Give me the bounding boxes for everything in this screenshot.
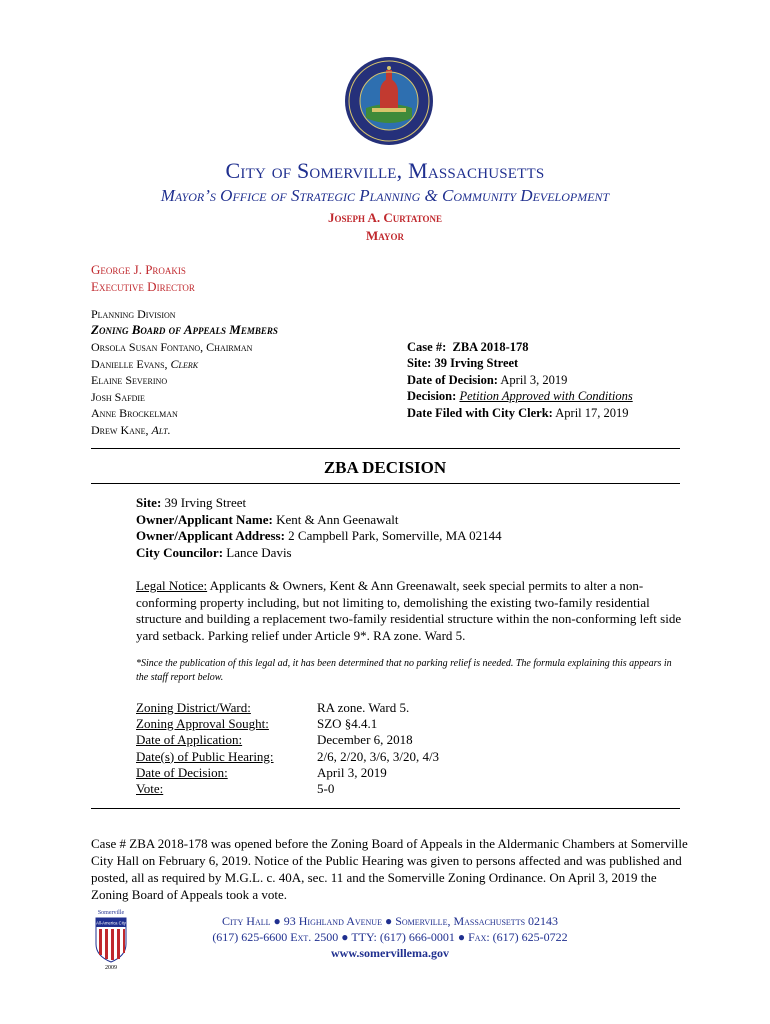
opening-paragraph: Case # ZBA 2018-178 was opened before the Zoning Board of Appeals in the Aldermanic Chambers at Somerville City Hall on February 6, 2019. Notice of the Public Hearing was given to persons affected and was published and posted, all as required by M.G.L. c. 40A, sec. 11 and the Somerville Zoning Ordinance. On April 3, 2019 the Zoning Board of Appeals took a vote.: [91, 836, 688, 902]
case-decision-date: Date of Decision: April 3, 2019: [407, 372, 568, 387]
table-row: Zoning District/Ward: RA zone. Ward 5.: [136, 700, 410, 715]
divider: [91, 483, 680, 484]
director-name: George J. Proakis: [91, 262, 186, 277]
owner-address-line: Owner/Applicant Address: 2 Campbell Park, Somerville, MA 02144: [136, 528, 502, 543]
members-list: [91, 339, 252, 438]
office-line: Mayor’s Office of Strategic Planning & Community Development: [160, 186, 610, 205]
logo-top-text: Somerville: [97, 910, 125, 916]
member-item: Elaine Severino: [91, 373, 168, 387]
legal-notice: Legal Notice: Applicants & Owners, Kent & Ann Greenawalt, seek special permits to alter a non-conforming property including, but not limiting to, demolishing the existing two-family residential structure and building a replacement two-family residential structure within the non-conforming left side yard setback. Parking relief under Article 9*. RA zone. Ward 5.: [136, 578, 682, 643]
table-row: Zoning Approval Sought: SZO §4.4.1: [136, 716, 378, 732]
planning-division: Planning Division: [91, 307, 176, 321]
site-line: Site: 39 Irving Street: [136, 495, 247, 510]
case-decision: Decision: Petition Approved with Conditions: [407, 389, 633, 404]
case-filed-date: Date Filed with City Clerk: April 17, 2019: [407, 405, 629, 420]
owner-name-line: Owner/Applicant Name: Kent & Ann Geenawalt: [136, 511, 399, 527]
city-title: City of Somerville, Massachusetts: [225, 158, 545, 183]
logo-mid-text: All-America City: [96, 920, 126, 926]
site-info-block: [136, 495, 682, 561]
director-title: Executive Director: [91, 279, 195, 294]
decision-heading: ZBA DECISION: [323, 458, 447, 477]
mayor-title: Mayor: [366, 228, 404, 243]
footer-phones: (617) 625-6600 Ext. 2500 ● TTY: (617) 666-0001 ● Fax: (617) 625-0722: [212, 930, 568, 944]
zoning-table: [136, 700, 439, 797]
logo-year: 2009: [105, 965, 117, 970]
footer-website-link[interactable]: www.somervillema.gov: [331, 946, 449, 960]
zba-members-heading: Zoning Board of Appeals Members: [91, 322, 278, 337]
member-item: Orsola Susan Fontano, Chairman: [91, 340, 253, 354]
member-item: Josh Safdie: [91, 389, 145, 404]
case-site: Site: 39 Irving Street: [407, 356, 519, 371]
table-row: Date of Decision: April 3, 2019: [136, 764, 387, 780]
divider: [91, 808, 680, 809]
mayor-name: Joseph A. Curtatone: [327, 210, 442, 225]
divider: [91, 448, 680, 449]
all-america-city-shield-icon: [88, 908, 134, 970]
table-row: Date(s) of Public Hearing: 2/6, 2/20, 3/6, 3/20, 4/3: [136, 748, 440, 764]
table-row: Vote: 5-0: [136, 781, 335, 797]
member-item: Danielle Evans, Clerk: [91, 356, 199, 371]
case-number: Case #: ZBA 2018-178: [407, 340, 529, 354]
table-row: Date of Application: December 6, 2018: [136, 732, 413, 748]
member-item: Drew Kane, Alt.: [91, 422, 171, 437]
city-councilor-line: City Councilor: Lance Davis: [136, 544, 292, 560]
city-seal-icon: [344, 56, 434, 146]
member-item: Anne Brockelman: [91, 406, 178, 420]
case-info-block: [407, 339, 633, 421]
parking-footnote: *Since the publication of this legal ad, it has been determined that no parking relief is needed. The formula explaining this appears in the staff report below.: [136, 658, 672, 683]
footer-address: City Hall ● 93 Highland Avenue ● Somerville, Massachusetts 02143: [221, 914, 559, 928]
